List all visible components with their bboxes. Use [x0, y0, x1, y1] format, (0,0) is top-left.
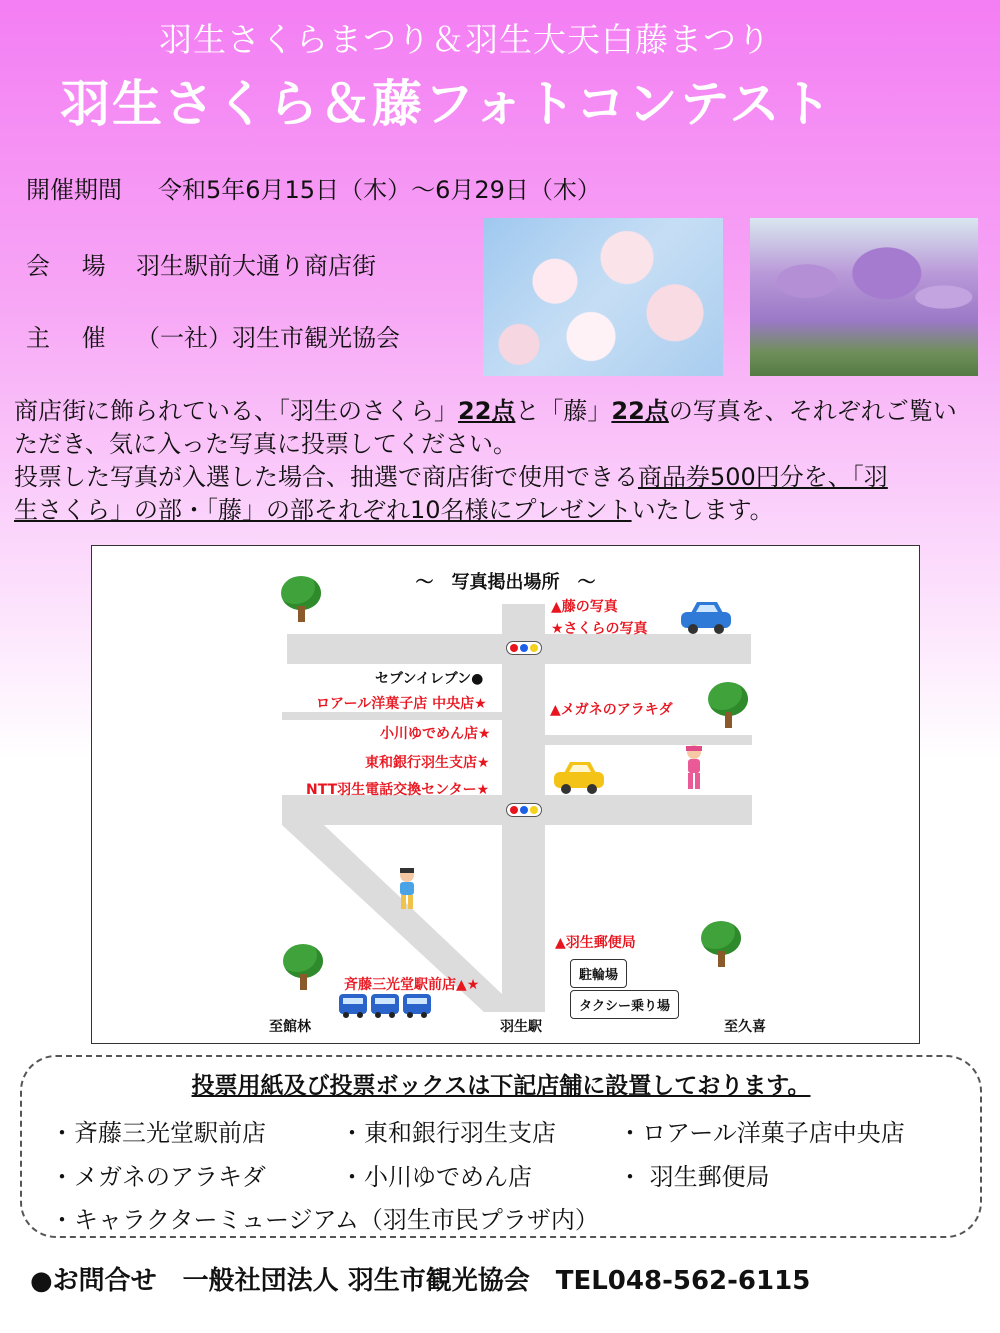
host-label: 主 催: [26, 324, 106, 352]
person-icon: [395, 867, 419, 911]
train-icon: [338, 992, 434, 1018]
host-value: （一社）羽生市観光協会: [136, 324, 400, 352]
towa-label: 東和銀行羽生支店★: [365, 755, 490, 771]
desc-text: 商店街に飾られている、「羽生のさくら」: [14, 397, 458, 425]
ntt-label: NTT羽生電話交換センター★: [306, 782, 490, 798]
seven-eleven-label: セブンイレブン●: [375, 671, 484, 687]
event-subtitle: 羽生さくらまつり＆羽生大天白藤まつり: [159, 20, 771, 59]
contact-info: ●お問合せ 一般社団法人 羽生市観光協会 TEL048-562-6115: [30, 1266, 811, 1296]
cherry-blossom-photo: [483, 218, 723, 376]
megane-label: ▲メガネのアラキダ: [550, 702, 673, 718]
to-kuki-label: 至久喜: [724, 1019, 766, 1035]
tree-icon: [706, 682, 750, 730]
map-title: ～ 写真掲出場所 ～: [415, 572, 596, 593]
desc-text: 投票した写真が入選した場合、抽選で商店街で使用できる: [14, 463, 638, 491]
period-value: 令和5年6月15日（木）～6月29日（木）: [158, 176, 601, 204]
station-label: 羽生駅: [500, 1019, 542, 1035]
traffic-signal-icon: [506, 641, 542, 655]
shop-item: ・斉藤三光堂駅前店: [50, 1119, 266, 1147]
period-label: 開催期間: [26, 176, 122, 204]
tree-icon: [699, 921, 743, 969]
description: [14, 395, 989, 527]
person-icon: [681, 744, 707, 792]
loire-label: ロアール洋菓子店 中央店★: [316, 696, 487, 712]
tree-icon: [279, 576, 323, 624]
venue-value: 羽生駅前大通り商店街: [136, 252, 376, 280]
post-office-label: ▲羽生郵便局: [555, 935, 636, 951]
legend-fuji: ▲藤の写真: [551, 599, 618, 615]
fuji-count: 22点: [611, 397, 669, 425]
desc-line-4: [14, 494, 989, 527]
contest-title: 羽生さくら＆藤フォトコンテスト: [60, 75, 834, 133]
host-row: [26, 318, 400, 353]
tree-icon: [281, 944, 325, 992]
shop-item: ・ロアール洋菓子店中央店: [618, 1119, 905, 1147]
shop-item: ・小川ゆでめん店: [340, 1163, 532, 1191]
taxi-stand-label: タクシー乗り場: [570, 990, 679, 1019]
ogawa-label: 小川ゆでめん店★: [380, 726, 491, 742]
shop-item: ・ 羽生郵便局: [618, 1163, 770, 1191]
desc-line-1: [14, 395, 989, 428]
car-icon: [550, 756, 608, 796]
shop-item: ・キャラクターミュージアム（羽生市民プラザ内）: [50, 1206, 599, 1234]
voting-box-title: 投票用紙及び投票ボックスは下記店舗に設置しております。: [191, 1073, 811, 1099]
diagonal-road: [92, 546, 921, 1045]
saito-label: 斉藤三光堂駅前店▲★: [344, 977, 480, 993]
desc-text: いたします。: [631, 496, 774, 524]
to-tatebayashi-label: 至館林: [269, 1019, 311, 1035]
desc-text: と「藤」: [515, 397, 612, 425]
wisteria-photo: [750, 218, 978, 376]
period-row: [26, 170, 601, 205]
desc-text: の写真を、それぞれご覧い: [668, 397, 957, 425]
venue-label: 会 場: [26, 252, 106, 280]
shop-item: ・メガネのアラキダ: [50, 1163, 266, 1191]
venue-row: [26, 246, 376, 281]
prize-text: 生さくら」の部・「藤」の部それぞれ10名様にプレゼント: [14, 496, 632, 524]
prize-text: 商品券500円分を、「羽: [638, 463, 888, 491]
photo-location-map: [91, 545, 920, 1044]
traffic-signal-icon: [506, 803, 542, 817]
shop-item: ・東和銀行羽生支店: [340, 1119, 556, 1147]
sakura-count: 22点: [458, 397, 516, 425]
legend-sakura: ★さくらの写真: [551, 621, 648, 637]
desc-line-3: [14, 461, 989, 494]
desc-line-2: ただき、気に入った写真に投票してください。: [14, 430, 518, 458]
bicycle-parking-label: 駐輪場: [570, 959, 627, 988]
car-icon: [677, 596, 735, 636]
voting-info-box: [20, 1055, 982, 1238]
